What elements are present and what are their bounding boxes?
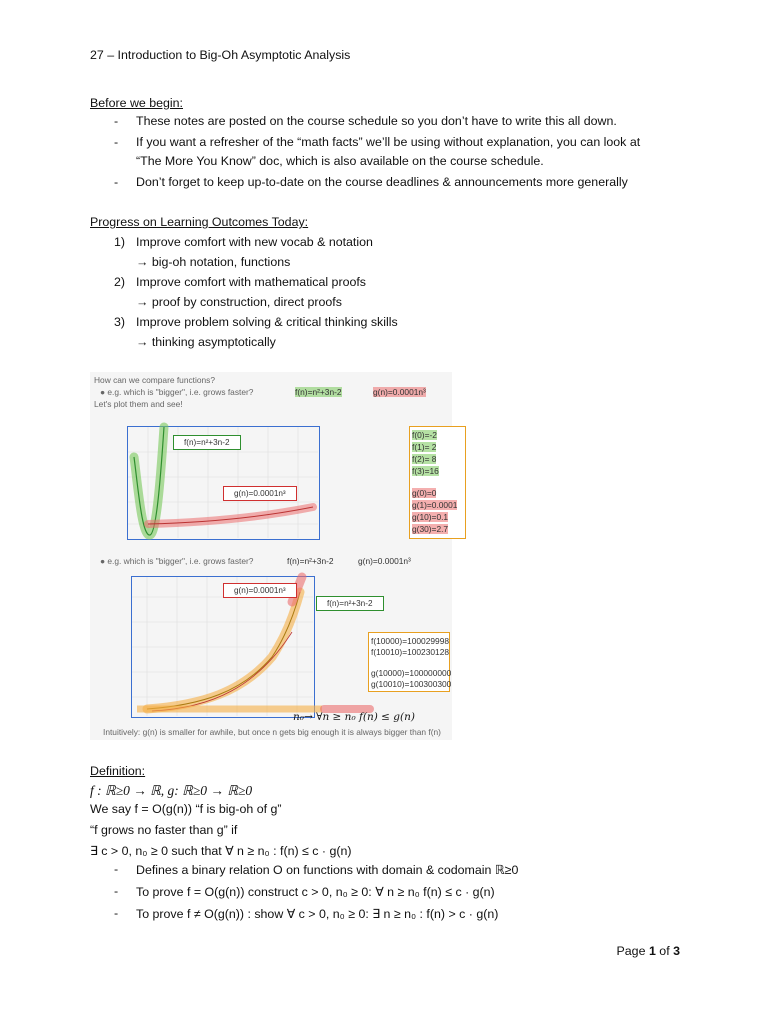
definition-bullet-1: Defines a binary relation O on functions with domain & codomain ℝ≥0 [136,863,519,877]
progress-item-2: Improve comfort with mathematical proofs [136,275,366,289]
f-val-2: f(2)= 8 [412,454,437,464]
plot-1-g-label: g(n)=0.0001n³ [223,486,297,501]
f-big-1-text: f(10010)=100230128 [371,647,450,657]
definition-say: We say f = O(g(n)) “f is big-oh of g” [90,802,282,816]
before-item-1: These notes are posted on the course schedule so you don’t have to write this all down. [136,114,617,128]
bullet-dash: - [114,114,119,128]
fig-f-def-bottom: f(n)=n²+3n-2 [287,556,334,566]
footer-page-num: 1 [648,944,656,958]
progress-item-1: Improve comfort with new vocab & notation [136,235,373,249]
g-big-1 [371,679,451,689]
fig-g-def-bottom: g(n)=0.0001n³ [358,556,411,566]
g-val-1: g(1)=0.0001 [412,500,458,510]
f-big-1 [371,647,449,657]
footer-page-total: 3 [673,944,680,958]
progress-sub-1: → big-oh notation, functions [136,255,291,269]
f-val-0: f(0)=-2 [412,430,437,440]
f-big-0-text: f(10000)=100029998 [371,636,450,646]
bullet-dash: - [114,884,119,898]
page-header: 27 – Introduction to Big-Oh Asymptotic Analysis [90,48,351,62]
bullet-dash: - [114,135,119,149]
f-val-3: f(3)=16 [412,466,439,476]
fig-lets-plot: Let's plot them and see! [94,399,183,409]
fig-caption: Intuitively: g(n) is smaller for awhile, but once n gets big enough it is always bigger than f(n) [103,727,441,737]
f-big-0 [371,636,449,646]
progress-num-2: 2) [114,275,126,289]
f-val-1: f(1)= 2 [412,442,437,452]
definition-condition: ∃ c > 0, n₀ ≥ 0 such that ∀ n ≥ n₀ : f(n) ≤ c · g(n) [90,844,352,858]
bullet-dash: - [114,906,119,920]
g-big-1-text: g(10010)=100300300 [371,679,452,689]
plot-2-f-label: f(n)=n²+3n-2 [316,596,384,611]
fig-f-def-top: f(n)=n²+3n-2 [295,387,342,397]
definition-bullet-2: To prove f = O(g(n)) construct c > 0, n₀ ≥ 0: ∀ n ≥ n₀ f(n) ≤ c · g(n) [136,885,495,899]
fig-bullet-2-text: e.g. which is "bigger", i.e. grows faster? [107,556,254,566]
definition-heading: Definition: [90,764,146,778]
g-val-3: g(30)=2.7 [412,524,449,534]
before-item-2-cont: “The More You Know” doc, which is also available on the course schedule. [136,154,544,168]
plot-2-g-label: g(n)=0.0001n³ [223,583,297,598]
definition-grows: “f grows no faster than g” if [90,823,238,837]
g-val-2: g(10)=0.1 [412,512,449,522]
lecture-slide-figure [90,372,458,740]
g-big-0 [371,668,451,678]
fig-bullet-1: ● e.g. which is "bigger", i.e. grows faster? [100,387,254,397]
progress-num-3: 3) [114,315,126,329]
progress-sub-3: → thinking asymptotically [136,335,276,349]
g-val-0: g(0)=0 [412,488,437,498]
progress-item-3: Improve problem solving & critical thinking skills [136,315,398,329]
definition-domain: f : ℝ≥0 → ℝ, g: ℝ≥0 → ℝ≥0 [90,783,253,798]
before-item-2: If you want a refresher of the “math facts” we’ll be using without explanation, you can look at [136,135,641,149]
before-heading: Before we begin: [90,96,183,110]
fig-bullet-2: ● e.g. which is "bigger", i.e. grows faster? [100,556,254,566]
page-footer [617,944,680,958]
progress-sub-2: → proof by construction, direct proofs [136,295,342,309]
definition-bullet-3: To prove f ≠ O(g(n)) : show ∀ c > 0, n₀ ≥ 0: ∃ n ≥ n₀ : f(n) > c · g(n) [136,907,499,921]
plot-1-f-label: f(n)=n²+3n-2 [173,435,241,450]
before-item-3: Don’t forget to keep up-to-date on the course deadlines & announcements more generally [136,175,628,189]
footer-page-word: Page [616,944,646,958]
g-big-0-text: g(10000)=100000000 [371,668,452,678]
fig-question: How can we compare functions? [94,375,216,385]
fig-g-def-top: g(n)=0.0001n³ [373,387,426,397]
handwritten-annotation: n₀→ ∀n ≥ n₀ f(n) ≤ g(n) [293,711,415,723]
progress-heading: Progress on Learning Outcomes Today: [90,215,309,229]
bullet-dash: - [114,175,119,189]
fig-bullet-1-text: e.g. which is "bigger", i.e. grows faster? [107,387,254,397]
bullet-dash: - [114,862,119,876]
footer-of-word: of [659,944,670,958]
progress-num-1: 1) [114,235,126,249]
